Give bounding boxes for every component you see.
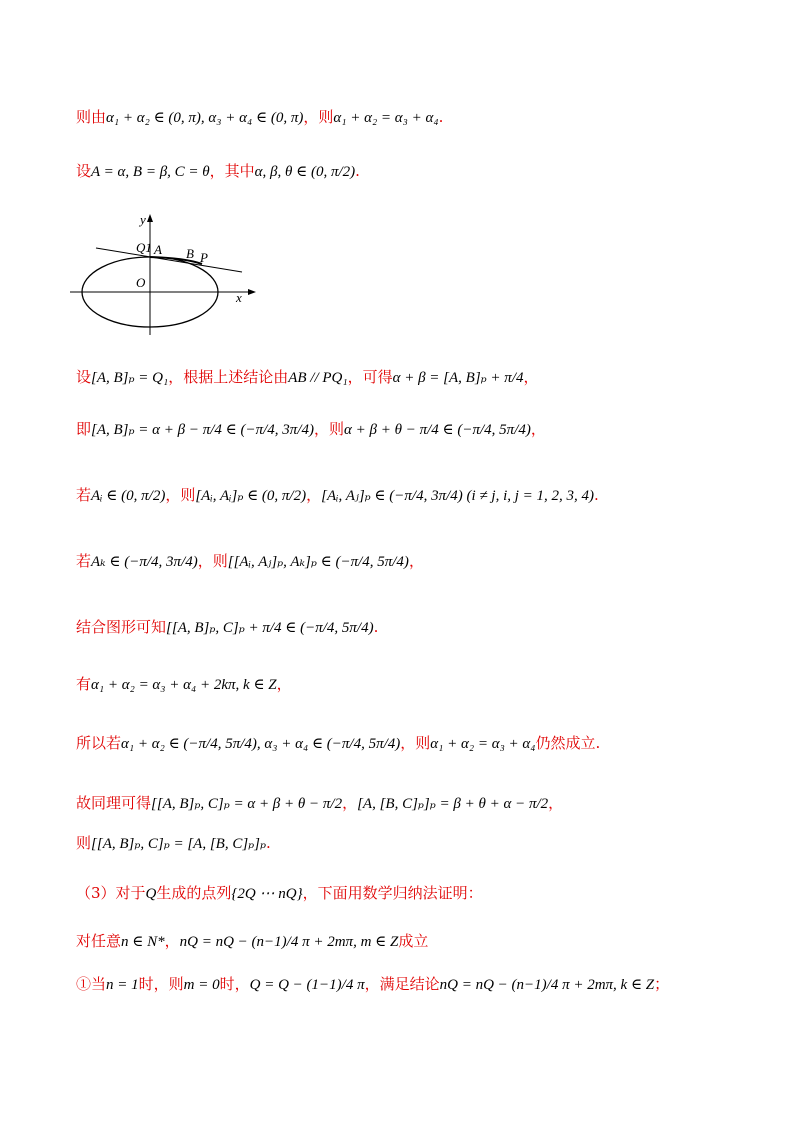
- math-expr: nQ = nQ − (n−1)/4 π + 2mπ, m ∈ Z: [179, 934, 399, 950]
- math-expr: {2Q ⋯ nQ}: [231, 886, 303, 902]
- math-expr: [Aᵢ, Aᵢ]ₚ ∈ (0, π/2): [195, 488, 307, 504]
- text: 所以若: [76, 734, 122, 752]
- text: ；: [654, 975, 670, 993]
- tangent-line: [96, 248, 242, 272]
- text-line-8: [76, 673, 292, 696]
- text-line-2: [76, 160, 360, 183]
- math-expr: [A, B]ₚ = Q₁: [91, 370, 169, 386]
- text-line-12: [76, 882, 483, 905]
- math-expr: α, β, θ ∈ (0, π/2): [254, 164, 356, 180]
- text-line-7: [76, 616, 378, 639]
- text: ，: [306, 486, 322, 504]
- text: ，可得: [347, 368, 393, 386]
- text: ，则: [197, 552, 228, 570]
- text-line-1: [76, 106, 443, 129]
- text: ，: [523, 368, 539, 386]
- text: 时，: [219, 975, 250, 993]
- text: 故同理可得: [76, 794, 152, 812]
- math-expr: Q: [145, 886, 157, 902]
- math-expr: [[A, B]ₚ, C]ₚ + π/4 ∈ (−π/4, 5π/4): [166, 620, 374, 636]
- math-expr: [Aᵢ, Aⱼ]ₚ ∈ (−π/4, 3π/4) (i ≠ j, i, j = 1, 2, 3, 4): [321, 488, 595, 504]
- text: 生成的点列: [156, 884, 232, 902]
- text: ，: [342, 794, 358, 812]
- y-label: y: [140, 212, 146, 227]
- math-expr: AB // PQ₁: [288, 370, 348, 386]
- text: ，: [164, 932, 180, 950]
- text: 则: [76, 834, 92, 852]
- text: 则由: [76, 108, 107, 126]
- text: ，满足结论: [364, 975, 440, 993]
- text: （3）对于: [76, 884, 146, 902]
- math-expr: [A, B]ₚ = α + β − π/4 ∈ (−π/4, 3π/4): [91, 422, 314, 438]
- x-axis-arrow: [248, 289, 256, 295]
- text-line-5: [76, 484, 599, 507]
- math-expr: [[A, B]ₚ, C]ₚ = [A, [B, C]ₚ]ₚ: [91, 836, 266, 852]
- text: .: [266, 834, 271, 852]
- math-expr: α₁ + α₂ ∈ (0, π), α₃ + α₄ ∈ (0, π): [106, 110, 304, 126]
- math-expr: [A, [B, C]ₚ]ₚ = β + θ + α − π/2: [357, 796, 549, 812]
- math-expr: α₁ + α₂ ∈ (−π/4, 5π/4), α₃ + α₄ ∈ (−π/4, 5π/4): [121, 736, 401, 752]
- math-expr: Aₖ ∈ (−π/4, 3π/4): [91, 554, 198, 570]
- text: ①当: [76, 975, 107, 993]
- text: .: [373, 618, 379, 636]
- origin-label: O: [136, 275, 146, 290]
- q1-label: Q1: [136, 240, 152, 255]
- text: .: [355, 162, 360, 180]
- math-expr: Aᵢ ∈ (0, π/2): [91, 488, 166, 504]
- text: 若: [76, 552, 92, 570]
- text: 结合图形可知: [76, 618, 167, 636]
- math-expr: Q = Q − (1−1)/4 π: [249, 977, 365, 993]
- text: ，则: [400, 734, 431, 752]
- b-label: B: [186, 246, 194, 261]
- math-expr: α₁ + α₂ = α₃ + α₄: [430, 736, 536, 752]
- math-expr: α + β = [A, B]ₚ + π/4: [392, 370, 524, 386]
- math-expr: [[Aᵢ, Aⱼ]ₚ, Aₖ]ₚ ∈ (−π/4, 5π/4): [227, 554, 409, 570]
- y-axis-arrow: [147, 214, 153, 222]
- text-line-3: [76, 366, 539, 389]
- text: ，根据上述结论由: [168, 368, 289, 386]
- text-line-11: [76, 832, 271, 855]
- text-line-4: [76, 418, 546, 441]
- ellipse-figure: [70, 210, 260, 340]
- arc-ab: [150, 257, 202, 264]
- text: ，则: [303, 108, 334, 126]
- text: 仍然成立.: [535, 734, 601, 752]
- text: 对任意: [76, 932, 122, 950]
- text-line-14: [76, 973, 669, 996]
- text: ，则: [165, 486, 196, 504]
- text-line-6: [76, 550, 424, 573]
- math-expr: α + β + θ − π/4 ∈ (−π/4, 5π/4): [344, 422, 531, 438]
- text-line-10: [76, 792, 563, 815]
- text: ，其中: [209, 162, 255, 180]
- math-expr: nQ = nQ − (n−1)/4 π + 2mπ, k ∈ Z: [439, 977, 655, 993]
- text: 设: [76, 368, 92, 386]
- text: 设: [76, 162, 92, 180]
- text: .: [594, 486, 599, 504]
- math-expr: n ∈ N*: [121, 934, 165, 950]
- text: 有: [76, 675, 92, 693]
- text: ，则: [314, 420, 345, 438]
- math-expr: A = α, B = β, C = θ: [91, 164, 210, 180]
- math-expr: α₁ + α₂ = α₃ + α₄ + 2kπ, k ∈ Z: [91, 677, 277, 693]
- math-expr: n = 1: [106, 977, 139, 993]
- text-line-9: [76, 732, 600, 755]
- text: ，: [530, 420, 546, 438]
- text: ，: [276, 675, 292, 693]
- text: 若: [76, 486, 92, 504]
- text-line-13: [76, 930, 428, 953]
- text: 成立: [398, 932, 429, 950]
- text: 时，则: [138, 975, 184, 993]
- math-expr: [[A, B]ₚ, C]ₚ = α + β + θ − π/2: [151, 796, 343, 812]
- math-expr: m = 0: [183, 977, 220, 993]
- a-label: A: [154, 242, 162, 257]
- math-expr: α₁ + α₂ = α₃ + α₄: [333, 110, 439, 126]
- text: .: [438, 108, 444, 126]
- text: ，: [408, 552, 424, 570]
- text: 即: [76, 420, 92, 438]
- text: ，: [548, 794, 564, 812]
- x-label: x: [236, 290, 242, 305]
- text: ，下面用数学归纳法证明：: [302, 884, 483, 902]
- p-label: P: [200, 250, 208, 265]
